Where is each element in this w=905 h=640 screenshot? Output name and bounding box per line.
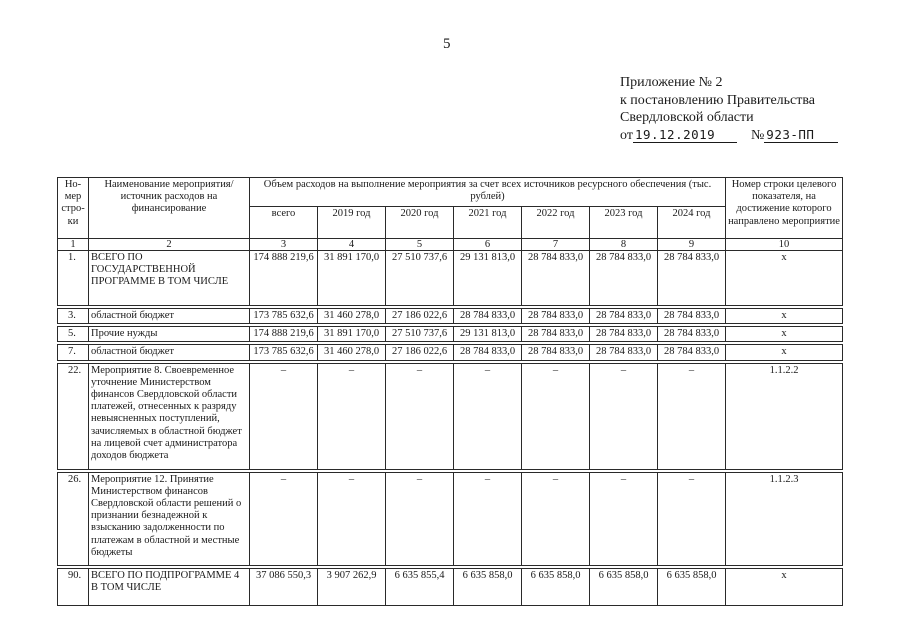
table-row	[58, 327, 843, 342]
row-name: Прочие нужды	[89, 327, 250, 342]
appendix-block	[620, 74, 838, 144]
column-number: 1	[58, 239, 89, 251]
column-number: 6	[454, 239, 522, 251]
row-value: 28 784 833,0	[522, 251, 590, 306]
column-number: 7	[522, 239, 590, 251]
page-number: 5	[443, 36, 451, 52]
column-numbers-row	[58, 239, 843, 251]
header-volume: Объем расходов на выполнение мероприятия за счет всех источников ресурсного обеспечения (тыс. рублей)	[250, 178, 726, 207]
row-number: 3.	[58, 309, 89, 324]
row-number: 90.	[58, 568, 89, 605]
row-value: 29 131 813,0	[454, 327, 522, 342]
row-value: 3 907 262,9	[318, 568, 386, 605]
row-value: 6 635 855,4	[386, 568, 454, 605]
appendix-line-2: к постановлению Правительства	[620, 92, 816, 108]
row-target: x	[726, 327, 843, 342]
row-value: 28 784 833,0	[658, 327, 726, 342]
row-value: –	[386, 363, 454, 469]
row-name: областной бюджет	[89, 345, 250, 360]
row-value: 27 186 022,6	[386, 309, 454, 324]
table-row	[58, 345, 843, 360]
number-label: №	[750, 127, 765, 143]
header-2022: 2022 год	[522, 207, 590, 239]
row-target: 1.1.2.2	[726, 363, 843, 469]
row-value: 28 784 833,0	[522, 327, 590, 342]
row-value: 28 784 833,0	[658, 345, 726, 360]
table-row	[58, 309, 843, 324]
row-value: –	[522, 472, 590, 565]
header-2021: 2021 год	[454, 207, 522, 239]
row-name: Мероприятие 12. Принятие Министерством финансов Свердловской области решений о признании безнадежной к взысканию задолженности по платежам в областной и местные бюджеты	[89, 472, 250, 565]
row-value: 174 888 219,6	[250, 327, 318, 342]
row-value: 28 784 833,0	[454, 345, 522, 360]
row-value: –	[454, 472, 522, 565]
row-target: x	[726, 309, 843, 324]
row-value: –	[658, 472, 726, 565]
header-row-number: Но- мер стро- ки	[58, 178, 89, 239]
row-value: 6 635 858,0	[590, 568, 658, 605]
row-value: –	[250, 472, 318, 565]
row-value: 28 784 833,0	[590, 345, 658, 360]
row-name: Мероприятие 8. Своевременное уточнение Министерством финансов Свердловской области платежей, отнесенных к разряду невыясненных поступлений, зачисляемых в областной бюджет на лицевой счет администратора доходов бюджета	[89, 363, 250, 469]
row-number: 22.	[58, 363, 89, 469]
row-name: ВСЕГО ПО ПОДПРОГРАММЕ 4 В ТОМ ЧИСЛЕ	[89, 568, 250, 605]
row-value: 27 186 022,6	[386, 345, 454, 360]
row-number: 5.	[58, 327, 89, 342]
column-number: 5	[386, 239, 454, 251]
appendix-title: Приложение № 2	[620, 75, 723, 90]
row-value: –	[590, 363, 658, 469]
table-row	[58, 363, 843, 469]
header-2020: 2020 год	[386, 207, 454, 239]
row-value: –	[522, 363, 590, 469]
row-value: 28 784 833,0	[590, 251, 658, 306]
header-row-1	[58, 178, 843, 207]
row-value: –	[250, 363, 318, 469]
row-value: 27 510 737,6	[386, 251, 454, 306]
row-value: 31 891 170,0	[318, 251, 386, 306]
from-label: от	[620, 127, 633, 143]
row-value: 31 891 170,0	[318, 327, 386, 342]
row-number: 26.	[58, 472, 89, 565]
row-target: x	[726, 568, 843, 605]
row-value: 28 784 833,0	[590, 309, 658, 324]
expenses-table	[57, 177, 843, 606]
column-number: 8	[590, 239, 658, 251]
row-value: –	[386, 472, 454, 565]
row-name: областной бюджет	[89, 309, 250, 324]
resolution-number: 923-ПП	[764, 128, 838, 143]
row-value: 28 784 833,0	[522, 309, 590, 324]
row-name: ВСЕГО ПО ГОСУДАРСТВЕННОЙ ПРОГРАММЕ В ТОМ ЧИСЛЕ	[89, 251, 250, 306]
row-value: 37 086 550,3	[250, 568, 318, 605]
column-number: 9	[658, 239, 726, 251]
row-value: 27 510 737,6	[386, 327, 454, 342]
row-value: 6 635 858,0	[454, 568, 522, 605]
row-number: 7.	[58, 345, 89, 360]
row-value: 28 784 833,0	[522, 345, 590, 360]
row-value: 28 784 833,0	[590, 327, 658, 342]
table-row	[58, 251, 843, 306]
row-value: 28 784 833,0	[454, 309, 522, 324]
row-value: 174 888 219,6	[250, 251, 318, 306]
column-number: 10	[726, 239, 843, 251]
header-total: всего	[250, 207, 318, 239]
header-target: Номер строки целевого показателя, на достижение которого направлено мероприятие	[726, 178, 843, 239]
column-number: 2	[89, 239, 250, 251]
row-target: 1.1.2.3	[726, 472, 843, 565]
row-target: x	[726, 345, 843, 360]
row-value: 6 635 858,0	[522, 568, 590, 605]
header-2023: 2023 год	[590, 207, 658, 239]
column-number: 3	[250, 239, 318, 251]
header-2024: 2024 год	[658, 207, 726, 239]
header-name: Наименование мероприятия/источник расходов на финансирование	[89, 178, 250, 239]
row-value: –	[318, 363, 386, 469]
header-2019: 2019 год	[318, 207, 386, 239]
column-number: 4	[318, 239, 386, 251]
row-value: 173 785 632,6	[250, 345, 318, 360]
appendix-signature-line	[620, 127, 838, 145]
row-value: –	[318, 472, 386, 565]
row-value: 31 460 278,0	[318, 309, 386, 324]
row-value: 28 784 833,0	[658, 309, 726, 324]
row-number: 1.	[58, 251, 89, 306]
row-value: 28 784 833,0	[658, 251, 726, 306]
row-value: 31 460 278,0	[318, 345, 386, 360]
table-row	[58, 472, 843, 565]
row-value: 6 635 858,0	[658, 568, 726, 605]
appendix-line-3: Свердловской области	[620, 110, 754, 125]
resolution-date: 19.12.2019	[633, 128, 737, 143]
row-target: x	[726, 251, 843, 306]
row-value: –	[454, 363, 522, 469]
row-value: 173 785 632,6	[250, 309, 318, 324]
table-row	[58, 568, 843, 605]
row-value: 29 131 813,0	[454, 251, 522, 306]
row-value: –	[590, 472, 658, 565]
row-value: –	[658, 363, 726, 469]
